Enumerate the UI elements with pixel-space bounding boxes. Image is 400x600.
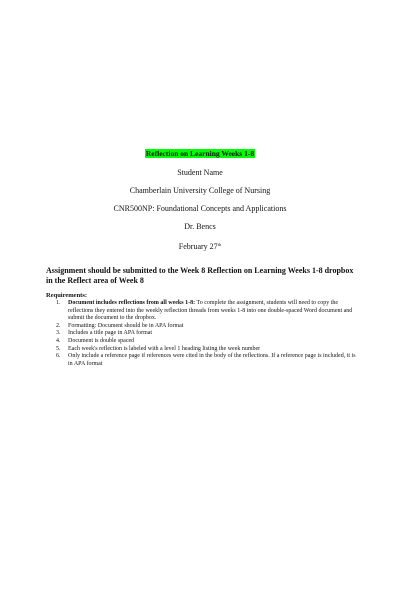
requirement-item [56, 300, 356, 323]
requirement-item [56, 330, 356, 338]
requirement-number: 5. [56, 345, 61, 352]
student-name: Student Name [177, 168, 223, 177]
requirement-text: Formatting: Document should be in APA format [68, 322, 184, 329]
submission-notice: Assignment should be submitted to the Week 8 Reflection on Learning Weeks 1-8 dropbox in the Reflect area of Week 8 [46, 266, 354, 285]
requirement-text: Includes a title page in APA format [68, 330, 153, 337]
document-title: Reflection on Learning Weeks 1-8 [145, 149, 255, 158]
requirement-number: 4. [56, 337, 61, 344]
requirement-text: Document is double spaced [68, 337, 135, 344]
instructor-name: Dr. Bencs [184, 222, 216, 231]
requirement-item [56, 353, 356, 368]
requirement-number: 6. [56, 353, 61, 360]
requirement-number: 2. [56, 322, 61, 329]
requirement-text: Each week's reflection is labeled with a level 1 heading listing the week number [68, 345, 261, 352]
requirements-heading: Requirements: [46, 292, 88, 299]
requirement-lead: Document includes reflections from all weeks 1-8: [68, 300, 196, 306]
college-name: Chamberlain University College of Nursing [129, 186, 271, 195]
course-name: CNR500NP: Foundational Concepts and Applications [113, 204, 287, 213]
requirement-text: Only include a reference page if references were cited in the body of the reflections. If a reference page is included, it is in APA format [68, 353, 356, 367]
date-text: February 27 [178, 242, 218, 251]
requirement-item [56, 338, 356, 346]
requirement-text: To complete the assignment, students will need to copy the reflections they entered into the weekly reflection threads from weeks 1-8 into one double-spaced Word document and submit the document to the dropbox. [68, 300, 353, 322]
requirements-list [56, 300, 356, 368]
title-wrap [0, 143, 400, 161]
requirement-number: 1. [56, 300, 61, 306]
date-suffix: th [217, 242, 222, 247]
requirement-number: 3. [56, 330, 61, 337]
date-line [0, 240, 400, 252]
